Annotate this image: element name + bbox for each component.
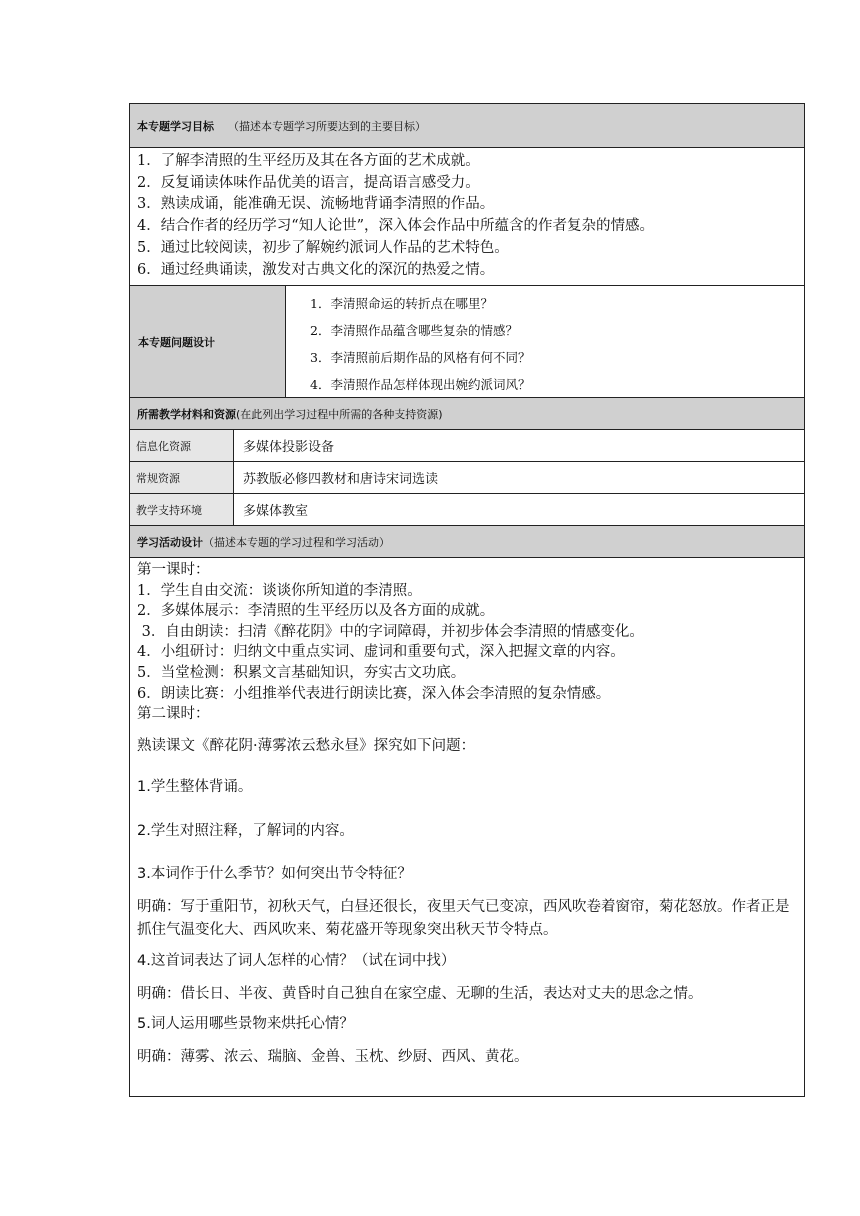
goals-header-title: 本专题学习目标 bbox=[137, 119, 214, 133]
activities-header-title: 学习活动设计 bbox=[137, 535, 203, 549]
goals-list bbox=[130, 148, 804, 286]
lesson2-question: 3.本词作于什么季节？如何突出节令特征？ bbox=[137, 865, 412, 882]
resource-row bbox=[130, 430, 804, 462]
resource-value: 多媒体教室 bbox=[243, 504, 309, 519]
question-item: 2．李清照作品蕴含哪些复杂的情感？ bbox=[310, 323, 518, 338]
resource-row bbox=[130, 462, 804, 494]
lesson1-item: 4．小组研讨：归纳文中重点实词、虚词和重要句式，深入把握文章的内容。 bbox=[137, 644, 625, 661]
lesson2-question: 2.学生对照注释，了解词的内容。 bbox=[137, 822, 354, 839]
lesson2-question: 1.学生整体背诵。 bbox=[137, 779, 253, 796]
lesson1-item: 1．学生自由交流：谈谈你所知道的李清照。 bbox=[137, 582, 422, 599]
activities-header-note: （描述本专题的学习过程和学习活动） bbox=[203, 535, 390, 549]
lesson1-item: 6．朗读比赛：小组推举代表进行朗读比赛，深入体会李清照的复杂情感。 bbox=[137, 685, 611, 702]
lesson2-intro: 熟读课文《醉花阴·薄雾浓云愁永昼》探究如下问题： bbox=[137, 737, 476, 754]
lesson2-question: 5.词人运用哪些景物来烘托心情？ bbox=[137, 1016, 354, 1033]
questions-list bbox=[286, 286, 804, 397]
lesson2-answer: 明确：写于重阳节，初秋天气，白昼还很长，夜里天气已变凉，西风吹卷着窗帘，菊花怒放。作者正是抓住气温变化大、西风吹来、菊花盛开等现象突出秋天节令特点。 bbox=[137, 899, 790, 939]
lesson2-answer: 明确：借长日、半夜、黄昏时自己独自在家空虚、无聊的生活，表达对丈夫的思念之情。 bbox=[137, 985, 703, 1002]
goals-header-note: （描述本专题学习所要达到的主要目标） bbox=[228, 119, 426, 133]
question-item: 1．李清照命运的转折点在哪里？ bbox=[310, 296, 493, 311]
activities-header bbox=[130, 526, 804, 558]
lesson1-item: 3．自由朗读：扫清《醉花阴》中的字词障碍，并初步体会李清照的情感变化。 bbox=[137, 623, 644, 640]
resources-header-title: 所需教学材料和资源 bbox=[137, 407, 236, 421]
goal-item: 2．反复诵读体味作品优美的语言，提高语言感受力。 bbox=[137, 174, 480, 191]
lesson2-answer: 明确：薄雾、浓云、瑞脑、金兽、玉枕、纱厨、西风、黄花。 bbox=[137, 1048, 529, 1065]
lesson2-question: 4.这首词表达了词人怎样的心情？（试在词中找） bbox=[137, 953, 456, 970]
goal-item: 6．通过经典诵读，激发对古典文化的深沉的热爱之情。 bbox=[137, 261, 495, 278]
questions-row bbox=[130, 286, 804, 398]
questions-label: 本专题问题设计 bbox=[130, 286, 286, 397]
activities-body bbox=[130, 558, 804, 1096]
question-item: 3．李清照前后期作品的风格有何不同？ bbox=[310, 350, 531, 365]
resource-key: 常规资源 bbox=[130, 462, 234, 493]
resource-row bbox=[130, 494, 804, 526]
resource-value: 苏教版必修四教材和唐诗宋词选读 bbox=[243, 472, 439, 487]
question-item: 4．李清照作品怎样体现出婉约派词风？ bbox=[310, 377, 531, 392]
lesson1-title: 第一课时： bbox=[137, 562, 210, 578]
resources-header bbox=[130, 398, 804, 430]
goal-item: 5．通过比较阅读，初步了解婉约派词人作品的艺术特色。 bbox=[137, 239, 509, 256]
goal-item: 1．了解李清照的生平经历及其在各方面的艺术成就。 bbox=[137, 153, 480, 169]
lesson-plan-table bbox=[129, 103, 805, 1097]
resource-key: 信息化资源 bbox=[130, 430, 234, 461]
lesson2-title: 第二课时： bbox=[137, 706, 210, 723]
lesson1-item: 5．当堂检测：积累文言基础知识，夯实古文功底。 bbox=[137, 664, 466, 681]
resource-key: 教学支持环境 bbox=[130, 494, 234, 525]
resources-header-note: (在此列出学习过程中所需的各种支持资源) bbox=[236, 407, 443, 421]
resource-value: 多媒体投影设备 bbox=[243, 440, 335, 455]
lesson1-item: 2．多媒体展示：李清照的生平经历以及各方面的成就。 bbox=[137, 603, 495, 620]
goal-item: 3．熟读成诵，能准确无误、流畅地背诵李清照的作品。 bbox=[137, 196, 495, 213]
goal-item: 4．结合作者的经历学习“知人论世”，深入体会作品中所蕴含的作者复杂的情感。 bbox=[137, 218, 655, 235]
goals-header bbox=[130, 104, 804, 148]
